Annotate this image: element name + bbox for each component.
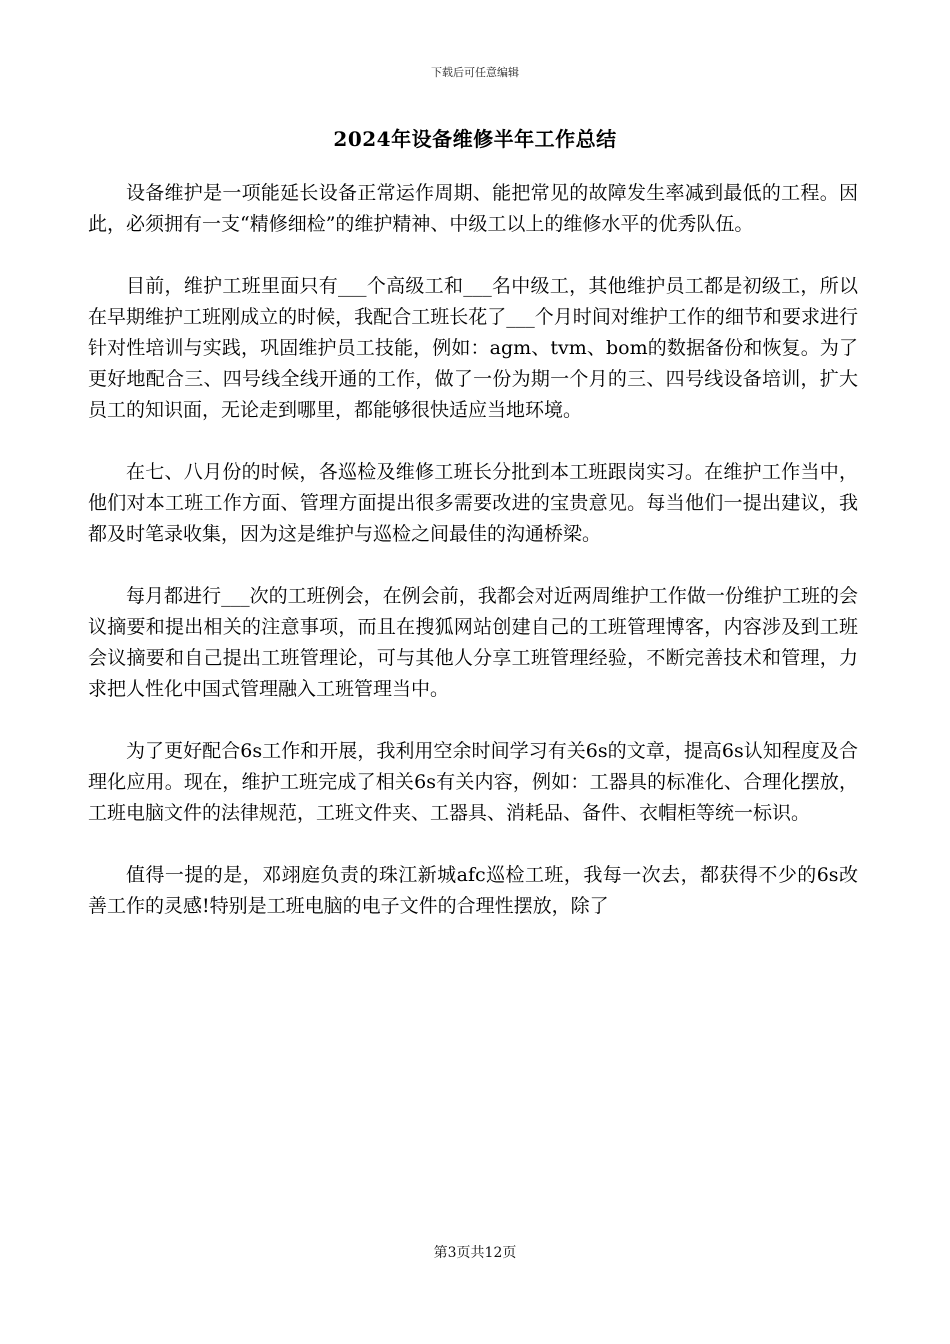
paragraph-2: 目前，维护工班里面只有___个高级工和___名中级工，其他维护员工都是初级工，所以在早期维护工班刚成立的时候，我配合工班长花了___个月时间对维护工作的细节和要求进行针对性培训与实践，巩固维护员工技能，例如：agm、tvm、bom的数据备份和恢复。为了更好地配合三、四号线全线开通的工作，做了一份为期一个月的三、四号线设备培训，扩大员工的知识面，无论走到哪里，都能够很快适应当地环境。 — [88, 275, 858, 421]
document-body — [88, 178, 858, 953]
document-title: 2024年设备维修半年工作总结 — [333, 127, 617, 151]
paragraph-4: 每月都进行___次的工班例会，在例会前，我都会对近两周维护工作做一份维护工班的会议摘要和提出相关的注意事项，而且在搜狐网站创建自己的工班管理博客，内容涉及到工班会议摘要和自己提出工班管理论，可与其他人分享工班管理经验，不断完善技术和管理，力求把人性化中国式管理融入工班管理当中。 — [88, 585, 858, 700]
page-number: 第3页共12页 — [433, 1245, 517, 1261]
paragraph-1: 设备维护是一项能延长设备正常运作周期、能把常见的故障发生率减到最低的工程。因此，必须拥有一支“精修细检”的维护精神、中级工以上的维修水平的优秀队伍。 — [88, 182, 858, 235]
header-note: 下载后可任意编辑 — [431, 66, 519, 79]
paragraph-6: 值得一提的是，邓翊庭负责的珠江新城afc巡检工班，我每一次去，都获得不少的6s改善工作的灵感!特别是工班电脑的电子文件的合理性摆放，除了 — [88, 864, 858, 917]
paragraph-5: 为了更好配合6s工作和开展，我利用空余时间学习有关6s的文章，提高6s认知程度及合理化应用。现在，维护工班完成了相关6s有关内容，例如：工器具的标准化、合理化摆放，工班电脑文件的法律规范，工班文件夹、工器具、消耗品、备件、衣帽柜等统一标识。 — [88, 740, 858, 824]
paragraph-3: 在七、八月份的时候，各巡检及维修工班长分批到本工班跟岗实习。在维护工作当中，他们对本工班工作方面、管理方面提出很多需要改进的宝贵意见。每当他们一提出建议，我都及时笔录收集，因为这是维护与巡检之间最佳的沟通桥梁。 — [88, 461, 858, 545]
